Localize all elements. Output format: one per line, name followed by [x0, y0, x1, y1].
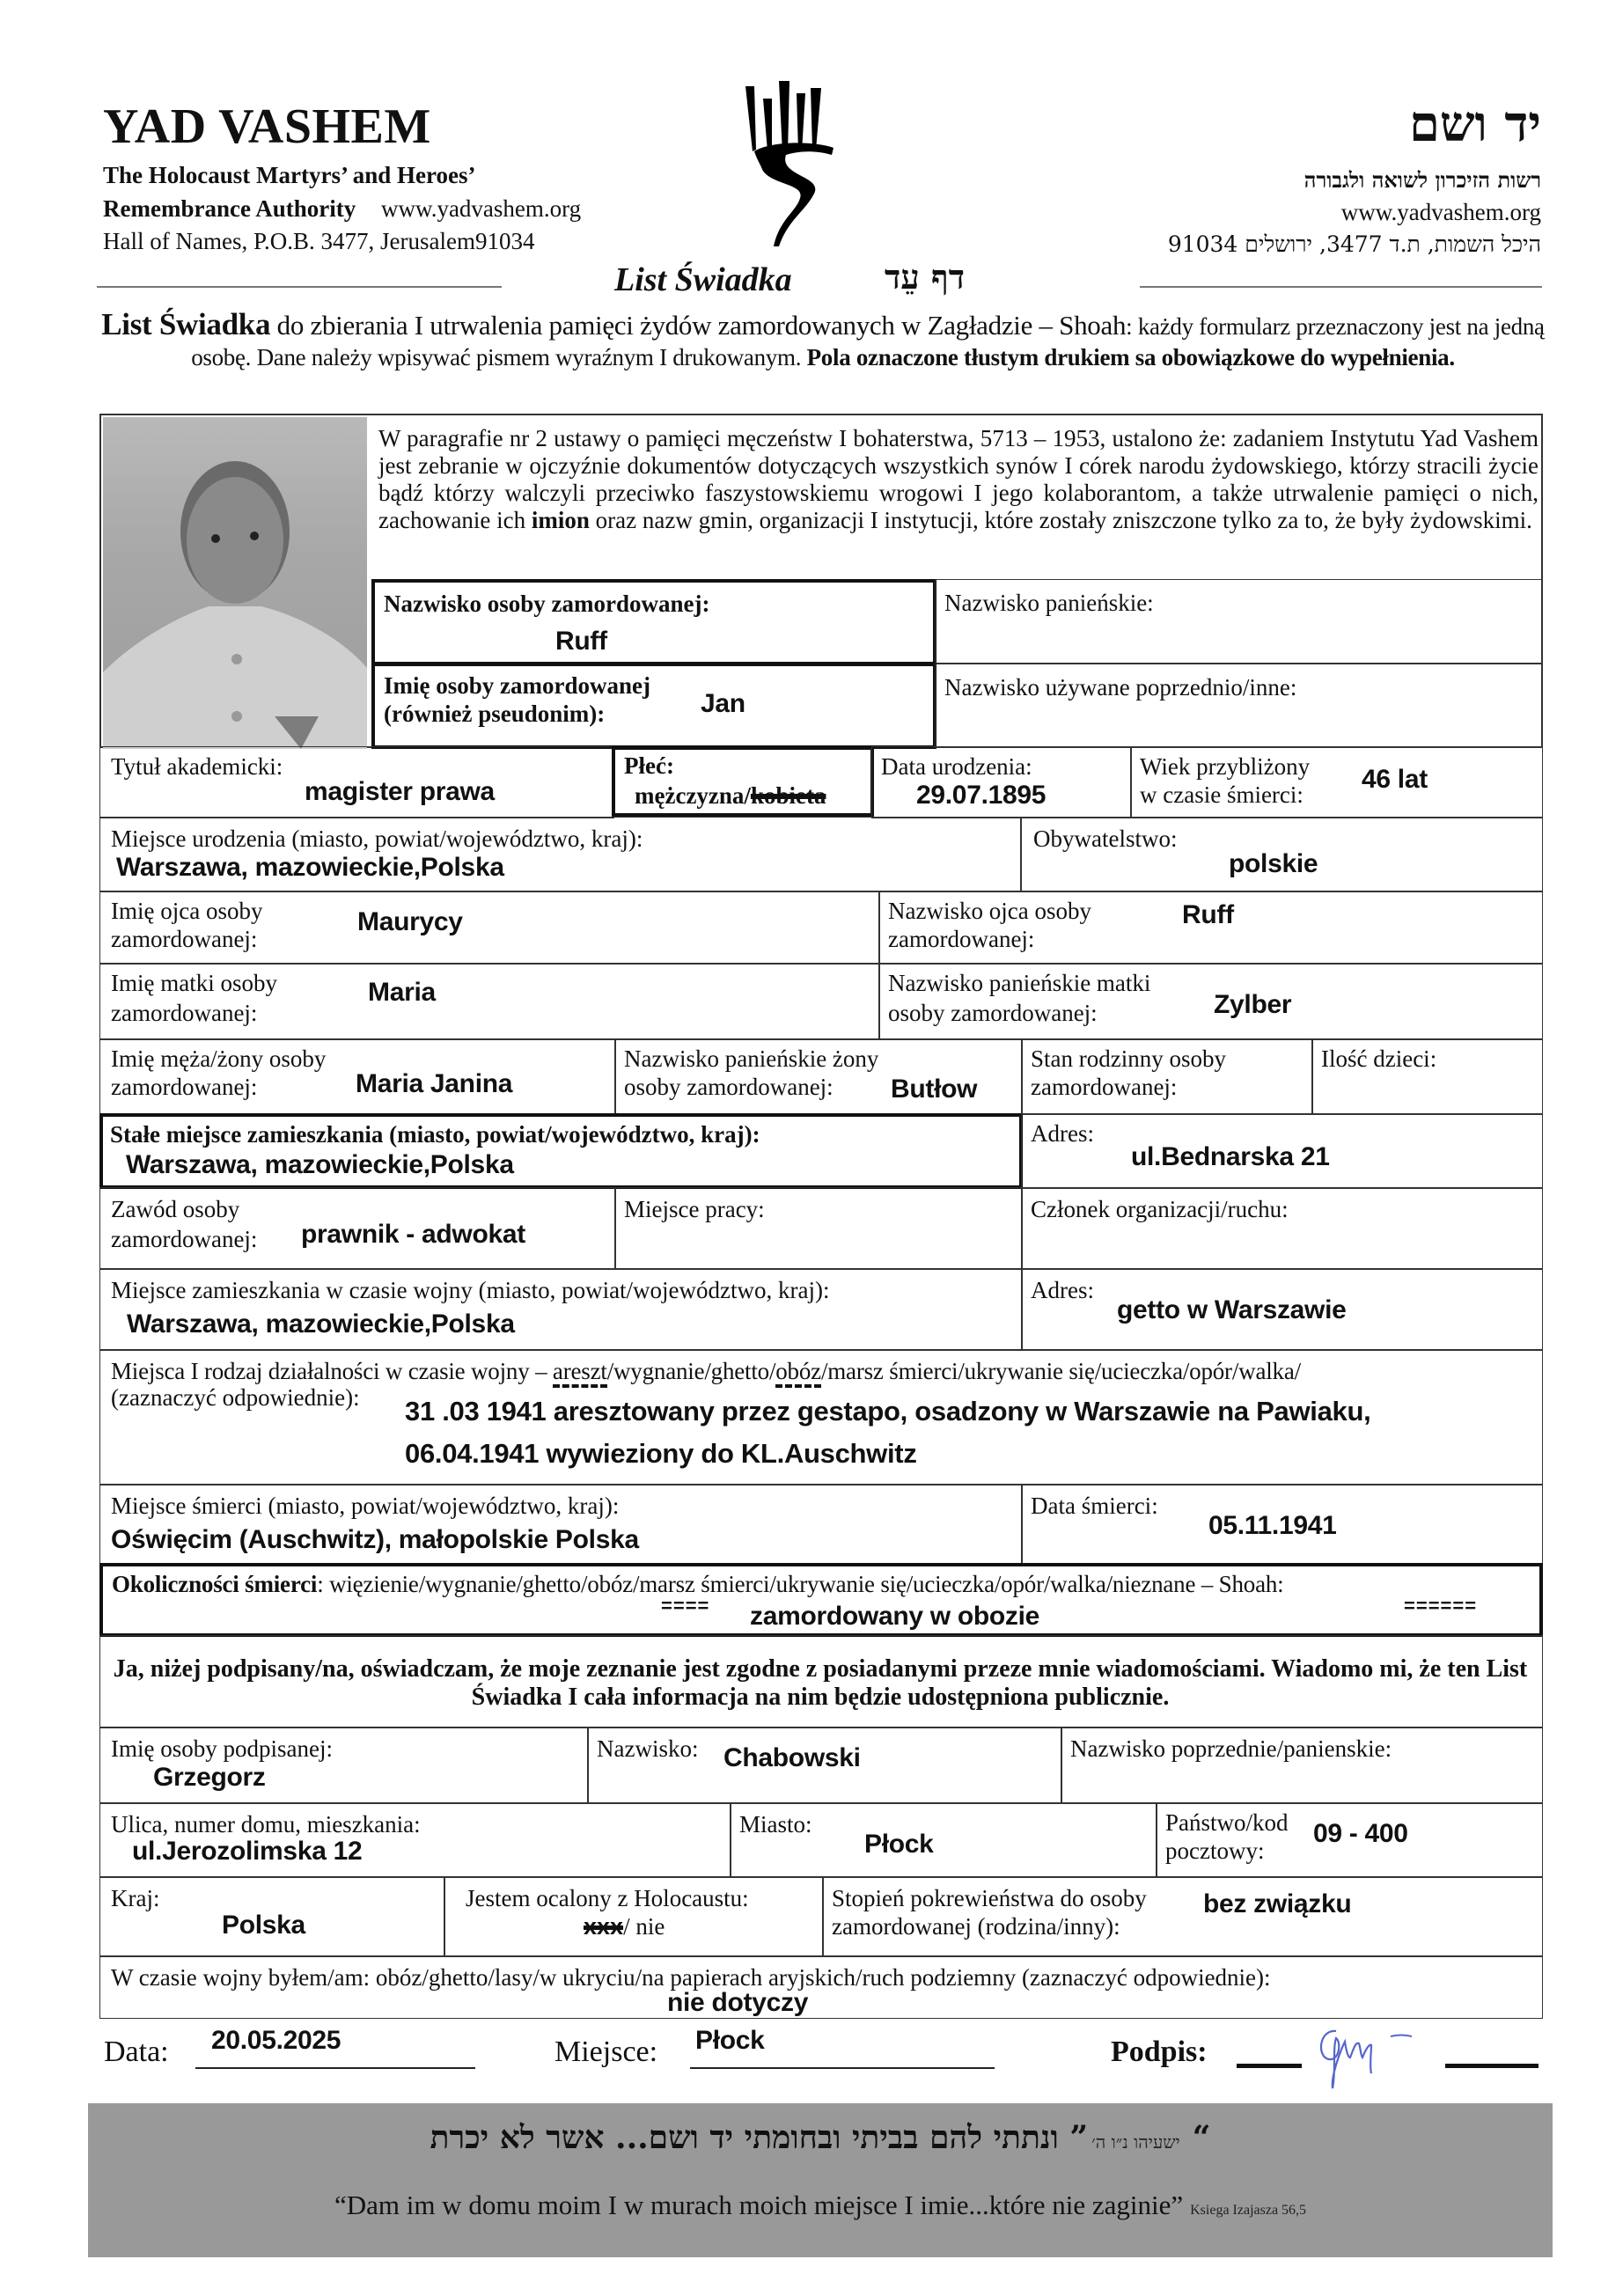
sex-options: [635, 783, 826, 808]
sex-female-crossed: kobieta: [750, 782, 826, 809]
legal-text-2: oraz nazw gmin, organizacji I instytucji, które zostały zniszczone tylko za to, że były żydowskimi.: [589, 507, 1532, 533]
war-activity-label-pre: Miejsca I rodzaj działalności w czasie wojny –: [111, 1358, 553, 1384]
sex-label: Płeć:: [624, 752, 674, 779]
spouse-maiden-field[interactable]: [614, 1038, 1023, 1115]
hebrew-org-name: יד ושם: [1408, 95, 1541, 153]
death-date-field[interactable]: [1021, 1484, 1543, 1565]
death-place-label: Miejsce śmierci (miasto, powiat/województwo, kraj):: [111, 1493, 620, 1519]
yad-vashem-logo-icon: [744, 79, 841, 255]
polish-quote: “Dam im w domu moim I w murach moich miejsce I imie...które nie zaginie”: [334, 2190, 1184, 2220]
father-surname-field[interactable]: [878, 891, 1543, 965]
permanent-residence-field[interactable]: [99, 1113, 1023, 1189]
relation-label-2: zamordowanej (rodzina/inny):: [832, 1913, 1120, 1940]
workplace-field[interactable]: [614, 1187, 1023, 1270]
children-count-label: Ilość dzieci:: [1321, 1045, 1437, 1072]
children-count-field[interactable]: [1311, 1038, 1543, 1115]
submitter-wartime-value: nie dotyczy: [667, 1988, 809, 2017]
submitter-city-field[interactable]: [730, 1802, 1157, 1878]
submitter-previous-surname-field[interactable]: [1061, 1727, 1543, 1804]
spouse-name-label-1: Imię męża/żony osoby: [111, 1045, 327, 1072]
membership-label: Członek organizacji/ruchu:: [1031, 1196, 1289, 1222]
hebrew-quote: ” ונתתי להם בביתי ובחומתי יד ושם... אשר לא יכרת“: [430, 2119, 1211, 2156]
war-activity-value-line-2: 06.04.1941 wywieziony do KL.Auschwitz: [405, 1438, 917, 1469]
father-name-label-1: Imię ojca osoby: [111, 898, 263, 924]
spouse-name-label-2: zamordowanej:: [111, 1074, 258, 1100]
marital-status-label-1: Stan rodzinny osoby: [1031, 1045, 1226, 1072]
war-activity-label-post: /marsz śmierci/ukrywanie się/ucieczka/opór/walka/: [820, 1358, 1301, 1384]
submitter-country-label: Kraj:: [111, 1885, 160, 1911]
mother-name-label-2: zamordowanej:: [111, 1000, 258, 1026]
war-activity-field[interactable]: [99, 1349, 1543, 1485]
citizenship-field[interactable]: [1020, 817, 1543, 892]
marital-status-field[interactable]: [1021, 1038, 1313, 1115]
legal-text-bold: imion: [531, 507, 590, 533]
war-address-label: Adres:: [1031, 1277, 1094, 1303]
victim-surname-value: Ruff: [555, 627, 607, 656]
submitter-surname-label: Nazwisko:: [597, 1735, 699, 1762]
website-link[interactable]: www.yadvashem.org: [380, 195, 582, 222]
death-date-value: 05.11.1941: [1208, 1511, 1337, 1540]
hebrew-subtitle: רשות הזיכרון לשואה ולגבורה: [1304, 167, 1541, 193]
profession-label-2: zamordowanej:: [111, 1226, 258, 1252]
polish-quote-source: Ksiega Izajasza 56,5: [1190, 2203, 1307, 2218]
signature-underline-left: [1237, 2064, 1302, 2068]
relation-field[interactable]: [822, 1876, 1543, 1957]
war-address-field[interactable]: [1021, 1268, 1543, 1351]
submitter-first-name-field[interactable]: [99, 1727, 589, 1804]
legal-text-1: W paragrafie nr 2 ustawy o pamięci męczeństw I bohaterstwa, 5713 – 1953, ustalono że: zadaniem Instytutu Yad Vashem jest zebranie w ojczyźnie dokumentów dotyczących wszystkich synów I córek narodu żydowskiego, którzy stracili życie bądź którzy walczyli przeciwko faszystowskiemu wrogowi I jego kolaborantom, a także utrwalenie pamięci o nich, zachowanie ich: [378, 425, 1539, 533]
submitter-street-label: Ulica, numer domu, mieszkania:: [111, 1811, 421, 1838]
death-circumstances-field[interactable]: [99, 1563, 1543, 1637]
father-surname-label-2: zamordowanej:: [888, 926, 1035, 952]
submitter-previous-surname-label: Nazwisko poprzednie/panienskie:: [1070, 1735, 1392, 1762]
mother-maiden-field[interactable]: [878, 963, 1543, 1040]
marital-status-label-2: zamordowanej:: [1031, 1074, 1178, 1100]
birth-place-value: Warszawa, mazowieckie,Polska: [116, 853, 504, 882]
signature-drawing[interactable]: [1310, 2022, 1442, 2093]
survivor-yes-crossed: xxx: [584, 1913, 624, 1940]
submitter-postal-label-2: pocztowy:: [1165, 1838, 1265, 1864]
spouse-maiden-label-1: Nazwisko panieńskie żony: [624, 1045, 879, 1072]
father-surname-label-1: Nazwisko ojca osoby: [888, 898, 1091, 924]
birth-date-field[interactable]: [871, 746, 1132, 818]
submitter-street-value: ul.Jerozolimska 12: [132, 1837, 363, 1866]
date-underline: [195, 2067, 475, 2069]
submitter-surname-value: Chabowski: [723, 1743, 861, 1772]
death-circumstances-options: : więzienie/wygnanie/ghetto/obóz/marsz śmierci/ukrywanie się/ucieczka/opór/walka/nieznane – Shoah:: [317, 1571, 1284, 1597]
polish-quote-line: [88, 2190, 1553, 2221]
victim-surname-field[interactable]: [371, 579, 936, 665]
age-value: 46 lat: [1362, 765, 1428, 794]
war-activity-option-camp-marked: obóz: [775, 1358, 821, 1388]
spouse-name-field[interactable]: [99, 1038, 616, 1115]
org-line-2: [103, 192, 581, 225]
intro-part-2: : każdy formularz przeznaczony jest na jedną osobę. Dane należy wpisywać pismem wyraźnym I drukowanym.: [191, 313, 1545, 370]
residence-address-field[interactable]: [1021, 1113, 1543, 1189]
place-label: Miejsce:: [554, 2036, 658, 2068]
war-activity-label: [111, 1359, 1301, 1383]
death-place-field[interactable]: [99, 1484, 1023, 1565]
victim-first-name-label-1: Imię osoby zamordowanej: [384, 672, 650, 699]
victim-first-name-label-2: (również pseudonim):: [384, 701, 606, 727]
war-residence-field[interactable]: [99, 1268, 1023, 1351]
org-name: YAD VASHEM: [103, 99, 431, 154]
academic-title-value: magister prawa: [305, 777, 495, 806]
profession-field[interactable]: [99, 1187, 616, 1270]
citizenship-label: Obywatelstwo:: [1033, 825, 1178, 852]
war-activity-label-mid: /wygnanie/ghetto/: [606, 1358, 776, 1384]
mother-name-value: Maria: [368, 978, 436, 1007]
mother-maiden-label-2: osoby zamordowanej:: [888, 1000, 1098, 1026]
mother-maiden-value: Zylber: [1214, 990, 1292, 1019]
survivor-status-label: Jestem ocalony z Holocaustu:: [466, 1885, 749, 1911]
signature-label: Podpis:: [1111, 2036, 1208, 2068]
hebrew-quote-source: ישעיהו נ״ו ה׳: [1091, 2131, 1180, 2153]
residence-address-label: Adres:: [1031, 1120, 1094, 1147]
intro-text: [97, 307, 1549, 372]
submitter-postal-value: 09 - 400: [1313, 1819, 1408, 1848]
age-field[interactable]: [1130, 746, 1543, 818]
survivor-no-option: / nie: [623, 1913, 665, 1940]
victim-first-name-field[interactable]: [371, 663, 936, 749]
birth-place-field[interactable]: [99, 817, 1022, 892]
org-address: Hall of Names, P.O.B. 3477, Jerusalem91034: [103, 228, 535, 254]
death-date-label: Data śmierci:: [1031, 1493, 1158, 1519]
membership-field[interactable]: [1021, 1187, 1543, 1270]
father-name-value: Maurycy: [357, 907, 463, 936]
submitter-first-name-label: Imię osoby podpisanej:: [111, 1735, 333, 1762]
spouse-maiden-label-2: osoby zamordowanej:: [624, 1074, 834, 1100]
declaration-block: [99, 1635, 1543, 1728]
victim-previous-name-field[interactable]: [935, 664, 1543, 748]
submitter-postal-label-1: Państwo/kod: [1165, 1809, 1289, 1836]
sex-male-option: mężczyzna/: [635, 782, 751, 809]
hebrew-website-link[interactable]: www.yadvashem.org: [1340, 199, 1541, 225]
spouse-name-value: Maria Janina: [356, 1069, 513, 1098]
death-place-value: Oświęcim (Auschwitz), małopolskie Polska: [111, 1525, 639, 1554]
submitter-wartime-field[interactable]: [99, 1955, 1543, 2019]
intro-title: List Świadka: [101, 307, 271, 341]
profession-label-1: Zawód osoby: [111, 1196, 240, 1222]
place-value[interactable]: Płock: [695, 2026, 765, 2055]
mother-name-label-1: Imię matki osoby: [111, 970, 277, 996]
academic-title-field[interactable]: [99, 746, 614, 818]
header-divider-left: [97, 286, 502, 288]
war-activity-option-arrest-marked: areszt: [553, 1358, 607, 1388]
permanent-residence-value: Warszawa, mazowieckie,Polska: [126, 1150, 514, 1179]
survivor-status-options: [584, 1914, 665, 1939]
father-name-field[interactable]: [99, 891, 880, 965]
workplace-label: Miejsce pracy:: [624, 1196, 765, 1222]
victim-photo: [103, 417, 367, 749]
intro-required-note: Pola oznaczone tłustym drukiem sa obowiązkowe do wypełnienia.: [806, 344, 1455, 370]
profession-value: prawnik - adwokat: [301, 1220, 525, 1249]
date-label: Data:: [104, 2036, 169, 2068]
permanent-residence-label: Stałe miejsce zamieszkania (miasto, powiat/województwo, kraj):: [110, 1121, 760, 1148]
declaration-text: Ja, niżej podpisany/na, oświadczam, że moje zeznanie jest zgodne z posiadanymi przeze mnie wiadomościami. Wiadomo mi, że ten List Świadka I cała informacja na nim będzie udostępniona publicznie.: [113, 1655, 1528, 1711]
place-underline: [690, 2067, 995, 2069]
birth-place-label: Miejsce urodzenia (miasto, powiat/województwo, kraj):: [111, 825, 643, 852]
victim-maiden-name-field[interactable]: [935, 579, 1543, 664]
war-activity-value-line-1: 31 .03 1941 aresztowany przez gestapo, osadzony w Warszawie na Pawiaku,: [405, 1396, 1371, 1427]
spouse-maiden-value: Butłow: [891, 1075, 978, 1104]
birth-date-value: 29.07.1895: [916, 781, 1047, 810]
form-title: List Świadka: [614, 261, 792, 298]
death-circumstances-shoah-mark: ======: [1404, 1595, 1478, 1617]
submitter-first-name-value: Grzegorz: [153, 1763, 266, 1792]
death-circumstances-value: zamordowany w obozie: [750, 1602, 1040, 1631]
victim-previous-name-label: Nazwisko używane poprzednio/inne:: [944, 674, 1297, 701]
war-activity-label-2: (zaznaczyć odpowiednie):: [111, 1384, 360, 1411]
war-address-value: getto w Warszawie: [1117, 1295, 1347, 1324]
hebrew-address: היכל השמות, ת.ד 3477, ירושלים 91034: [1167, 231, 1541, 257]
hebrew-quote-line: [88, 2119, 1553, 2156]
victim-surname-label: Nazwisko osoby zamordowanej:: [384, 591, 710, 617]
submitter-country-field[interactable]: [99, 1876, 445, 1957]
death-circumstances-camp-mark: ====: [661, 1595, 710, 1617]
war-residence-value: Warszawa, mazowieckie,Polska: [127, 1309, 515, 1339]
age-label-1: Wiek przybliżony: [1140, 753, 1311, 780]
submitter-city-label: Miasto:: [739, 1811, 812, 1838]
citizenship-value: polskie: [1229, 849, 1318, 878]
header-divider-right: [1140, 286, 1542, 288]
submitter-country-value: Polska: [222, 1911, 305, 1940]
signature-underline-right: [1445, 2064, 1539, 2068]
submitter-wartime-label: W czasie wojny byłem/am: obóz/ghetto/lasy/w ukryciu/na papierach aryjskich/ruch podziemny (zaznaczyć odpowiednie):: [111, 1964, 1271, 1991]
date-value[interactable]: 20.05.2025: [211, 2026, 341, 2055]
father-name-label-2: zamordowanej:: [111, 926, 258, 952]
submitter-postal-field[interactable]: [1156, 1802, 1543, 1878]
relation-value: bez związku: [1203, 1889, 1352, 1918]
sex-field[interactable]: [612, 746, 874, 817]
submitter-street-field[interactable]: [99, 1802, 731, 1878]
war-residence-label: Miejsce zamieszkania w czasie wojny (miasto, powiat/województwo, kraj):: [111, 1277, 830, 1303]
form-title-hebrew: דף עֵד: [885, 257, 965, 297]
mother-name-field[interactable]: [99, 963, 880, 1040]
victim-maiden-name-label: Nazwisko panieńskie:: [944, 590, 1154, 616]
mother-maiden-label-1: Nazwisko panieńskie matki: [888, 970, 1151, 996]
survivor-status-field[interactable]: [444, 1876, 824, 1957]
submitter-surname-field[interactable]: [587, 1727, 1062, 1804]
father-surname-value: Ruff: [1182, 900, 1234, 929]
birth-date-label: Data urodzenia:: [881, 753, 1032, 780]
residence-address-value: ul.Bednarska 21: [1131, 1142, 1330, 1171]
relation-label-1: Stopień pokrewieństwa do osoby: [832, 1885, 1147, 1911]
org-line-2-text: Remembrance Authority: [103, 195, 356, 222]
org-line-1: The Holocaust Martyrs’ and Heroes’: [103, 162, 476, 188]
age-label-2: w czasie śmierci:: [1140, 781, 1304, 808]
legal-paragraph: [378, 425, 1539, 534]
submitter-city-value: Płock: [864, 1830, 934, 1859]
academic-title-label: Tytuł akademicki:: [111, 753, 283, 780]
death-circumstances-label: [112, 1572, 1283, 1596]
intro-part-1: do zbierania I utrwalenia pamięci żydów zamordowanych w Zagładzie – Shoah: [270, 310, 1127, 341]
victim-first-name-value: Jan: [701, 689, 745, 718]
footer-quote-band: [88, 2103, 1553, 2257]
death-circumstances-label-bold: Okoliczności śmierci: [112, 1571, 318, 1597]
